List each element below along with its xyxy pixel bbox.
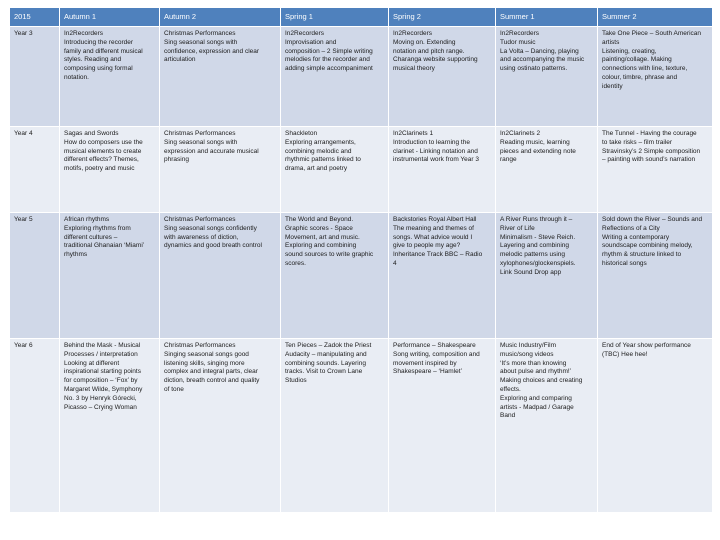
cell-text-line: Shackleton [285, 130, 318, 137]
cell-text-line: The World and Beyond. [285, 216, 354, 223]
cell-text-line: music/song videos [500, 350, 554, 358]
header-row [10, 8, 713, 27]
table-cell [60, 213, 160, 339]
table-cell [160, 27, 281, 127]
cell-text-line: Reading music, learning [500, 138, 570, 146]
cell-text-line: In2Clarinets 1 [393, 130, 434, 137]
cell-text-line: River of Life [500, 224, 535, 232]
cell-text-line: musical theory [393, 65, 435, 73]
cell-text-line: In2Recorders [393, 30, 433, 37]
cell-text-line: Song writing, composition and [393, 350, 480, 358]
cell-text-line: scores. [285, 259, 306, 267]
header-term-spring-1: Spring 1 [281, 8, 389, 27]
cell-text-line: Improvisation and [285, 38, 337, 46]
cell-text-line: movement inspired by [393, 359, 457, 367]
cell-text-line: – painting with sound’s narration [602, 156, 696, 164]
cell-text-line: effects. [500, 385, 521, 393]
cell-text-line: Christmas Performances [164, 216, 236, 223]
cell-text-line: Ten Pieces – Zadok the Priest [285, 342, 372, 349]
cell-text-line: Studios [285, 377, 307, 385]
cell-text-line: Listening, creating, [602, 47, 657, 55]
year-label-cell: Year 5 [10, 213, 60, 339]
cell-text-line: adding simple accompaniment [285, 65, 373, 73]
cell-text-line: Exploring arrangements, [285, 138, 356, 146]
cell-text-line: styles. Reading and [64, 56, 122, 64]
table-cell [60, 127, 160, 213]
cell-text-line: Backstories Royal Albert Hall [393, 216, 477, 223]
cell-text-line: painting/collage. Making [602, 56, 672, 64]
cell-text-line: Exploring and comparing [500, 394, 572, 402]
cell-text-line: notation and pitch range. [393, 47, 465, 55]
table-cell [160, 213, 281, 339]
table-cell [598, 213, 713, 339]
cell-text-line: inspirational starting points [64, 368, 141, 376]
cell-text-line: (TBC) Hee hee! [602, 350, 648, 358]
cell-text-line: In2Recorders [500, 30, 540, 37]
header-term-spring-2: Spring 2 [389, 8, 496, 27]
cell-text-line: notation. [64, 73, 89, 81]
cell-text-line: listening skills, singing more [164, 359, 245, 367]
cell-text-line: Sagas and Swords [64, 130, 119, 137]
table-row [10, 213, 713, 339]
table-cell [389, 127, 496, 213]
cell-text-line: Processes / interpretation [64, 350, 138, 358]
cell-text-line: Writing a contemporary [602, 233, 670, 241]
cell-text-line: melodies for the recorder and [285, 56, 370, 64]
cell-text-line: to take risks – film trailer [602, 138, 673, 146]
cell-text-line: End of Year show performance [602, 342, 691, 349]
cell-text-line: using ostinato patterns. [500, 65, 568, 73]
cell-text-line: rhythmic patterns linked to [285, 156, 361, 164]
cell-text-line: Minimalism - Steve Reich. [500, 233, 576, 241]
cell-text-line: Picasso – Crying Woman [64, 403, 137, 411]
cell-text-line: combining melodic and [285, 147, 352, 155]
cell-text-line: Layering and combining [500, 242, 570, 250]
cell-text-line: artists - Madpad / Garage [500, 403, 574, 411]
table-cell [60, 27, 160, 127]
cell-text-line: Performance – Shakespeare [393, 342, 476, 349]
cell-text-line: A River Runs through it – [500, 216, 573, 223]
cell-text-line: Music Industry/Film [500, 342, 556, 349]
year-label-cell: Year 6 [10, 339, 60, 513]
table-cell [598, 27, 713, 127]
year-label-cell: Year 3 [10, 27, 60, 127]
cell-text-line: confidence, expression and clear [164, 47, 260, 55]
cell-text-line: Margaret Wilde, Symphony [64, 385, 143, 393]
cell-text-line: soundscape combining melody, [602, 242, 693, 250]
header-term-summer-2: Summer 2 [598, 8, 713, 27]
table-row [10, 339, 713, 513]
cell-text-line: Looking at different [64, 359, 120, 367]
cell-text-line: In2Recorders [285, 30, 325, 37]
cell-text-line: tracks. Visit to Crown Lane [285, 368, 363, 376]
cell-text-line: dynamics and good breath control [164, 242, 262, 250]
cell-text-line: historical songs [602, 259, 647, 267]
cell-text-line: Band [500, 412, 516, 420]
cell-text-line: for composition – ‘Fox’ by [64, 377, 138, 385]
cell-text-line: family and different musical [64, 47, 143, 55]
cell-text-line: identity [602, 82, 623, 90]
cell-text-line: Moving on. Extending [393, 38, 456, 46]
table-row [10, 27, 713, 127]
cell-text-line: diction, breath control and quality [164, 377, 260, 385]
cell-text-line: composing using formal [64, 65, 133, 73]
table-cell [496, 213, 598, 339]
cell-text-line: connections with line, texture, [602, 65, 688, 73]
cell-text-line: Graphic scores - Space [285, 224, 353, 232]
header-year-cell: 2015 [10, 8, 60, 27]
year-label-cell: Year 4 [10, 127, 60, 213]
table-cell [496, 339, 598, 513]
cell-text-line: Stravinsky’s 2 Simple composition [602, 147, 701, 155]
cell-text-line: Introducing the recorder [64, 38, 134, 46]
table-cell [598, 339, 713, 513]
table-cell [160, 127, 281, 213]
cell-text-line: In2Recorders [64, 30, 104, 37]
cell-text-line: Christmas Performances [164, 130, 236, 137]
cell-text-line: complex and integral parts, clear [164, 368, 258, 376]
cell-text-line: articulation [164, 56, 196, 64]
cell-text-line: The meaning and themes of [393, 224, 474, 232]
cell-text-line: Christmas Performances [164, 30, 236, 37]
cell-text-line: Sold down the River – Sounds and [602, 216, 703, 223]
cell-text-line: combining sounds. Layering [285, 359, 366, 367]
cell-text-line: sound sources to write graphic [285, 251, 374, 259]
cell-text-line: La Volta – Dancing, playing [500, 47, 579, 55]
cell-text-line: colour, timbre, phrase and [602, 73, 678, 81]
cell-text-line: pieces and extending note [500, 147, 576, 155]
cell-text-line: composition – 2 Simple writing [285, 47, 373, 55]
cell-text-line: Charanga website supporting [393, 56, 478, 64]
cell-text-line: African rhythms [64, 216, 110, 223]
cell-text-line: No. 3 by Henryk Górecki, [64, 394, 137, 402]
cell-text-line: expression and accurate musical [164, 147, 259, 155]
cell-text-line: ‘It’s more than knowing [500, 359, 567, 367]
cell-text-line: Making choices and creating [500, 377, 583, 385]
curriculum-table [9, 7, 713, 513]
cell-text-line: Tudor music [500, 38, 536, 46]
cell-text-line: xylophones/glockenspiels. [500, 259, 576, 267]
cell-text-line: drama, art and poetry [285, 165, 348, 173]
cell-text-line: Singing seasonal songs good [164, 350, 249, 358]
table-cell [160, 339, 281, 513]
table-cell [389, 27, 496, 127]
cell-text-line: give to people my age? [393, 242, 461, 250]
cell-text-line: motifs, poetry and music [64, 165, 135, 173]
cell-text-line: Take One Piece – South American [602, 30, 702, 37]
cell-text-line: traditional Ghanaian ‘Miami’ [64, 242, 145, 250]
cell-text-line: musical elements to create [64, 147, 142, 155]
table-cell [598, 127, 713, 213]
cell-text-line: rhythms [64, 251, 88, 259]
cell-text-line: songs. What advice would I [393, 233, 473, 241]
cell-text-line: In2Clarinets 2 [500, 130, 541, 137]
cell-text-line: about pulse and rhythm!’ [500, 368, 572, 376]
header-term-autumn-2: Autumn 2 [160, 8, 281, 27]
header-term-autumn-1: Autumn 1 [60, 8, 160, 27]
cell-text-line: different cultures – [64, 233, 118, 241]
cell-text-line: rhythm & structure linked to [602, 251, 682, 259]
table-cell [281, 213, 389, 339]
cell-text-line: The Tunnel - Having the courage [602, 130, 697, 137]
table-cell [496, 27, 598, 127]
cell-text-line: Sing seasonal songs with [164, 38, 238, 46]
cell-text-line: Link Sound Drop app [500, 268, 562, 276]
table-row [10, 127, 713, 213]
cell-text-line: Movement, art and music. [285, 233, 360, 241]
table-cell [496, 127, 598, 213]
cell-text-line: instrumental work from Year 3 [393, 156, 479, 164]
table-cell [389, 339, 496, 513]
table-cell [281, 27, 389, 127]
cell-text-line: of tone [164, 385, 184, 393]
cell-text-line: Sing seasonal songs with [164, 138, 238, 146]
cell-text-line: Reflections of a City [602, 224, 660, 232]
cell-text-line: with awareness of diction, [164, 233, 239, 241]
cell-text-line: artists [602, 38, 620, 46]
cell-text-line: phrasing [164, 156, 189, 164]
cell-text-line: Audacity – manipulating and [285, 350, 367, 358]
cell-text-line: Introduction to learning the [393, 138, 470, 146]
cell-text-line: Christmas Performances [164, 342, 236, 349]
table-cell [60, 339, 160, 513]
cell-text-line: Behind the Mask - Musical [64, 342, 141, 349]
header-term-summer-1: Summer 1 [496, 8, 598, 27]
cell-text-line: Exploring and combining [285, 242, 357, 250]
cell-text-line: Exploring rhythms from [64, 224, 131, 232]
table-cell [389, 213, 496, 339]
cell-text-line: and accompanying the music [500, 56, 585, 64]
cell-text-line: clarinet - Linking notation and [393, 147, 478, 155]
cell-text-line: 4 [393, 259, 397, 267]
cell-text-line: How do composers use the [64, 138, 143, 146]
table-cell [281, 339, 389, 513]
cell-text-line: Shakespeare – ‘Hamlet’ [393, 368, 463, 376]
table-cell [281, 127, 389, 213]
cell-text-line: Sing seasonal songs confidently [164, 224, 257, 232]
cell-text-line: range [500, 156, 517, 164]
cell-text-line: melodic patterns using [500, 251, 566, 259]
cell-text-line: different effects? Themes, [64, 156, 139, 164]
cell-text-line: Inheritance Track BBC – Radio [393, 251, 483, 259]
